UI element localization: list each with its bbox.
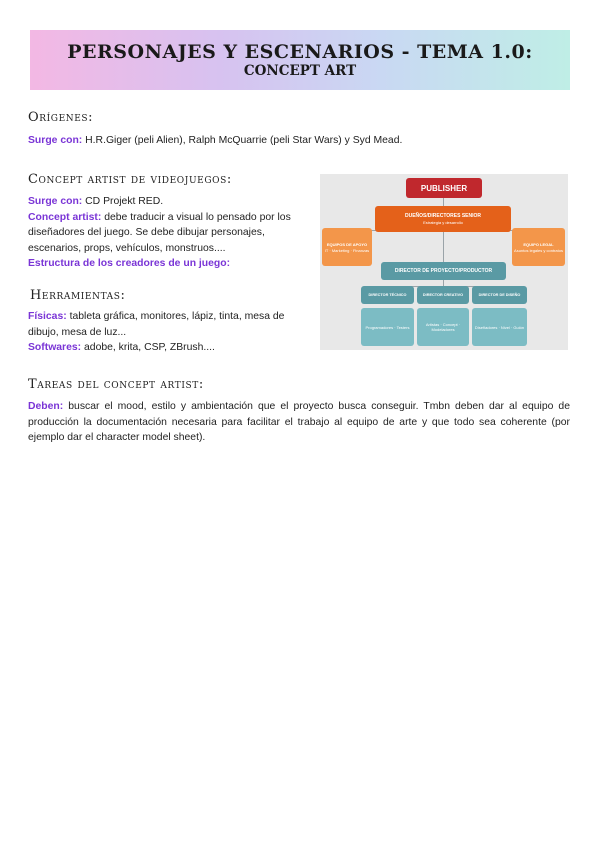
tech-director-box	[361, 286, 414, 304]
creative-director-label: DIRECTOR CREATIVO	[422, 293, 464, 297]
connector	[443, 232, 444, 262]
concept-artist-heading: Concept artist de videojuegos:	[28, 172, 232, 187]
design-director-label: DIRECTOR DE DISEÑO	[478, 293, 521, 297]
origenes-paragraph	[28, 133, 573, 149]
softwares-label: Softwares:	[28, 342, 82, 353]
creative-team-box	[417, 308, 469, 346]
tareas-label: Deben:	[28, 401, 64, 412]
connector	[443, 198, 444, 206]
estructura-label: Estructura de los creadores de un juego:	[28, 258, 231, 269]
owners-box	[375, 206, 511, 232]
design-team-text: Diseñadores · Nivel · Guión	[474, 324, 525, 330]
surge-text: CD Projekt RED.	[82, 196, 164, 207]
publisher-label: PUBLISHER	[420, 183, 468, 193]
org-chart-diagram	[320, 174, 568, 350]
herramientas-heading: Herramientas:	[30, 288, 126, 303]
fisicas-label: Físicas:	[28, 311, 67, 322]
tareas-paragraph	[28, 399, 570, 446]
legal-sub: Asuntos legales y contratos	[514, 247, 563, 253]
tech-director-label: DIRECTOR TÉCNICO	[368, 293, 407, 297]
herramientas-paragraph	[28, 309, 310, 356]
title-banner	[30, 30, 570, 90]
concept-artist-paragraph	[28, 194, 312, 272]
tareas-heading: Tareas del concept artist:	[28, 377, 204, 392]
surge-label: Surge con:	[28, 196, 83, 207]
owners-label: DUEÑOS/DIRECTORES SENIOR	[404, 213, 482, 219]
support-sub: IT · Marketing · Finanzas	[324, 247, 370, 253]
title-sub: CONCEPT ART	[243, 63, 357, 79]
creative-director-box	[417, 286, 469, 304]
support-label: EQUIPOS DE APOYO	[326, 241, 368, 247]
support-box	[322, 228, 372, 266]
legal-label: EQUIPO LEGAL	[523, 241, 554, 247]
origenes-text: H.R.Giger (peli Alien), Ralph McQuarrie (peli Star Wars) y Syd Mead.	[82, 135, 403, 146]
softwares-text: adobe, krita, CSP, ZBrush....	[81, 342, 215, 353]
director-box	[381, 262, 506, 280]
concept-artist-text: debe traducir a visual lo pensado por los diseñadores del juego. Se debe dibujar personajes, escenarios, props, vehículos, monstruos....	[28, 211, 291, 254]
design-team-box	[472, 308, 527, 346]
origenes-label: Surge con:	[28, 135, 83, 146]
title-main: PERSONAJES Y ESCENARIOS - TEMA 1.0:	[67, 41, 533, 63]
concept-artist-label: Concept artist:	[28, 211, 102, 223]
director-label: DIRECTOR DE PROYECTO/PRODUCTOR	[394, 268, 493, 274]
tareas-text: buscar el mood, estilo y ambientación que el proyecto busca conseguir. Tmbn deben dar al equipo de producción la documentación necesaria para facilitar el trabajo al equipo de arte y que todo sea coherente (por ejemplo dar el character model sheet).	[28, 401, 570, 443]
legal-box	[512, 228, 565, 266]
creative-team-text: Artistas · Concept · Modeladores	[425, 322, 461, 332]
owners-sub: Estrategia y desarrollo	[423, 220, 463, 225]
design-director-box	[472, 286, 527, 304]
tech-team-text: Programadores · Testers	[365, 324, 410, 330]
origenes-heading: Orígenes:	[28, 110, 94, 125]
tech-team-box	[361, 308, 414, 346]
publisher-box	[406, 178, 482, 198]
fisicas-text: tableta gráfica, monitores, lápiz, tinta, mesa de dibujo, mesa de luz...	[28, 311, 285, 338]
